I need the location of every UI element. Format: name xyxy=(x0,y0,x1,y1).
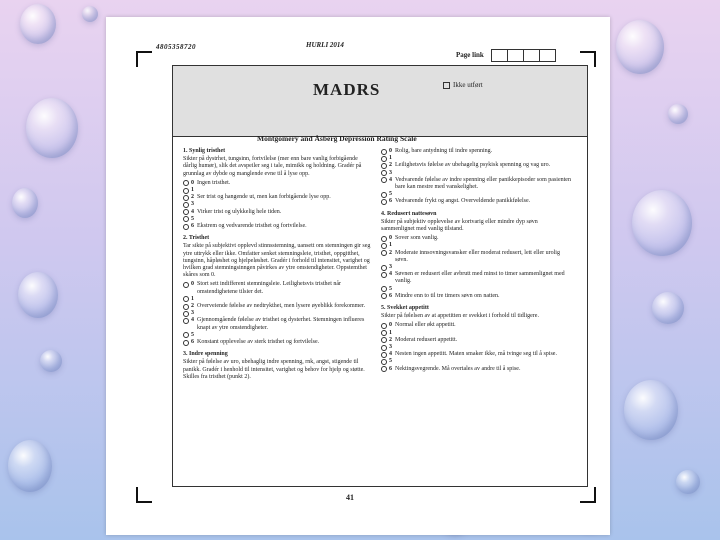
bubble-decoration xyxy=(668,104,688,124)
radio-circle-icon xyxy=(183,304,189,310)
score-number: 4 xyxy=(389,271,392,278)
rating-item xyxy=(381,211,571,300)
score-marker xyxy=(183,223,197,230)
score-option[interactable] xyxy=(183,209,373,216)
score-option[interactable] xyxy=(381,351,571,358)
score-label: Ekstrem og vedvarende tristhet og fortvilelse. xyxy=(197,223,307,230)
score-number: 6 xyxy=(389,365,392,372)
score-option[interactable] xyxy=(381,322,571,329)
score-marker xyxy=(381,351,395,358)
score-marker xyxy=(381,162,395,169)
score-marker xyxy=(183,187,197,194)
score-marker xyxy=(183,310,197,317)
score-option[interactable] xyxy=(183,201,373,208)
score-marker xyxy=(183,303,197,310)
score-label: Moderat redusert appetitt. xyxy=(395,336,458,343)
score-number: 5 xyxy=(191,331,194,338)
score-marker xyxy=(381,177,395,184)
radio-circle-icon xyxy=(183,209,189,215)
radio-circle-icon xyxy=(183,202,189,208)
score-option[interactable] xyxy=(381,250,571,264)
score-number: 1 xyxy=(191,295,194,302)
score-label: Konstant opplevelse av sterk tristhet og fortvilelse. xyxy=(197,339,320,346)
score-marker xyxy=(183,317,197,324)
score-marker xyxy=(381,264,395,271)
right-column xyxy=(381,148,571,378)
score-marker xyxy=(381,358,395,365)
score-option[interactable] xyxy=(183,281,373,295)
score-option[interactable] xyxy=(183,303,373,310)
title-box xyxy=(173,66,587,137)
page-number: 41 xyxy=(346,493,354,502)
score-option[interactable] xyxy=(381,242,571,249)
form-subtitle: Montgomery and Åsberg Depression Rating Scale xyxy=(257,134,417,143)
score-number: 5 xyxy=(389,285,392,292)
score-marker xyxy=(381,293,395,300)
slide xyxy=(106,17,610,535)
bubble-decoration xyxy=(616,20,664,74)
score-marker xyxy=(183,194,197,201)
score-option[interactable] xyxy=(183,180,373,187)
score-number: 4 xyxy=(191,208,194,215)
radio-circle-icon xyxy=(183,195,189,201)
not-done-option xyxy=(443,81,483,89)
bubble-decoration xyxy=(652,292,684,324)
score-option[interactable] xyxy=(381,330,571,337)
score-number: 5 xyxy=(389,358,392,365)
score-label: Nesten ingen appetitt. Maten smaker ikke, må tvinge seg til å spise. xyxy=(395,351,557,358)
rating-item xyxy=(381,305,571,373)
score-label: Gjennomgående følelse av tristhet og dysterhet. Stemningen influeres knapt av ytre omstendigheter. xyxy=(197,317,365,331)
score-label: Normal eller økt appetitt. xyxy=(395,322,456,329)
study-name: HURLI 2014 xyxy=(306,41,344,49)
rating-item xyxy=(183,351,373,381)
form-title: MADRS xyxy=(313,80,381,99)
radio-circle-icon xyxy=(183,216,189,222)
radio-circle-icon xyxy=(381,352,387,358)
score-number: 1 xyxy=(389,329,392,336)
score-label: Leilighetsvis følelse av ubehagelig psykisk spenning og vag uro. xyxy=(395,162,551,169)
score-number: 2 xyxy=(389,249,392,256)
checkbox-icon xyxy=(443,82,450,89)
item-description: Sikter på følelsen av at appetitten er svekket i forhold til tidligere. xyxy=(381,313,539,320)
score-number: 6 xyxy=(191,223,194,230)
score-number: 4 xyxy=(389,351,392,358)
score-marker xyxy=(381,235,395,242)
score-marker xyxy=(381,148,395,155)
score-number: 0 xyxy=(191,179,194,186)
score-label: Vedvarende frykt og angst. Overveldende panikkfølelse. xyxy=(395,198,531,205)
bubble-decoration xyxy=(632,190,692,256)
bubble-decoration xyxy=(12,188,38,218)
radio-circle-icon xyxy=(381,236,387,242)
radio-circle-icon xyxy=(381,163,387,169)
score-option[interactable] xyxy=(381,366,571,373)
score-marker xyxy=(381,330,395,337)
score-label: Moderate innsovningsvansker eller moderat redusert, lett eller urolig søvn. xyxy=(395,249,560,263)
score-marker xyxy=(381,191,395,198)
score-marker xyxy=(183,281,197,288)
bubble-decoration xyxy=(676,470,700,494)
radio-circle-icon xyxy=(183,340,189,346)
score-number: 5 xyxy=(191,215,194,222)
not-done-label: Ikke utført xyxy=(453,81,483,89)
registration-mark xyxy=(136,51,152,67)
score-option[interactable] xyxy=(183,194,373,201)
page-link-label: Page link xyxy=(456,51,484,59)
score-number: 3 xyxy=(389,264,392,271)
bubble-decoration xyxy=(8,440,52,492)
radio-circle-icon xyxy=(381,323,387,329)
score-label: Overveiende følelse av nedtrykthet, men lysere øyeblikk forekommer. xyxy=(197,303,366,310)
form-id-number: 4805358720 xyxy=(156,43,196,51)
radio-circle-icon xyxy=(183,188,189,194)
score-number: 6 xyxy=(389,198,392,205)
score-option[interactable] xyxy=(381,337,571,344)
score-option[interactable] xyxy=(183,339,373,346)
score-marker xyxy=(381,366,395,373)
radio-circle-icon xyxy=(381,265,387,271)
score-marker xyxy=(381,155,395,162)
radio-circle-icon xyxy=(183,318,189,324)
score-number: 1 xyxy=(389,155,392,162)
radio-circle-icon xyxy=(183,180,189,186)
rating-item xyxy=(183,235,373,346)
item-title: 3. Indre spenning xyxy=(183,351,228,358)
score-marker xyxy=(381,322,395,329)
score-number: 6 xyxy=(191,339,194,346)
item-description: Tar sikte på subjektivt opplevd stinnsstemning, uansett om stemningen gir seg ytre uttrykk eller ikke. Omfatter senket stemningsleie, tristhet, oppgitthet, tungsinn, håpløshet og hjelpeløshet. Gradér i forhold til intensitet, varighet og hvilken grad stemningsinngen påvirkes av ytre omstendigheter. Oppstemthet skåres som 0. xyxy=(183,243,371,279)
score-number: 3 xyxy=(191,310,194,317)
score-number: 4 xyxy=(389,176,392,183)
score-number: 2 xyxy=(389,162,392,169)
item-title: 4. Redusert nattesøvn xyxy=(381,210,437,217)
score-label: Mindre enn to til tre timers søvn om natten. xyxy=(395,292,500,299)
score-label: Rolig, bare antydning til indre spenning. xyxy=(395,148,493,154)
radio-circle-icon xyxy=(381,293,387,299)
item-description: Sikter på dystrhet, tungsinn, fortvilelse (mer enn bare vanlig forbigående dårlig humør), slik det avspeiler seg i tale, mimikk og holdning. Gradér på grunnlag av dybde og manglende evne til å lyse opp. xyxy=(183,156,362,177)
score-option[interactable] xyxy=(381,271,571,285)
score-number: 5 xyxy=(389,191,392,198)
score-number: 0 xyxy=(191,281,194,288)
radio-circle-icon xyxy=(381,359,387,365)
score-marker xyxy=(183,201,197,208)
radio-circle-icon xyxy=(381,272,387,278)
score-number: 3 xyxy=(191,201,194,208)
score-marker xyxy=(381,170,395,177)
radio-circle-icon xyxy=(381,149,387,155)
registration-mark xyxy=(136,487,152,503)
score-option[interactable] xyxy=(381,264,571,271)
score-number: 3 xyxy=(389,169,392,176)
radio-circle-icon xyxy=(381,192,387,198)
radio-circle-icon xyxy=(183,332,189,338)
radio-circle-icon xyxy=(381,330,387,336)
score-option[interactable] xyxy=(381,170,571,177)
score-number: 4 xyxy=(191,317,194,324)
item-description: Sikter på følelse av uro, ubehaglig indre spenning, rnk, angst, stigende til panikk. Gradér i henhold til intensitet, varighet og behov for hjelp og støtte. Skilles fra tristhet (punkt 2). xyxy=(183,359,365,380)
score-label: Stort sett indifferent stemningsleie. Leilighetsvis tristhet når omstendighetene tilsier det. xyxy=(197,281,342,295)
score-marker xyxy=(381,271,395,278)
score-marker xyxy=(183,216,197,223)
score-option[interactable] xyxy=(183,216,373,223)
score-option[interactable] xyxy=(381,286,571,293)
score-number: 1 xyxy=(389,242,392,249)
score-number: 1 xyxy=(191,187,194,194)
radio-circle-icon xyxy=(381,337,387,343)
radio-circle-icon xyxy=(381,345,387,351)
score-label: Ser trist og hangende ut, men kan forbigående lyse opp. xyxy=(197,194,331,201)
score-number: 6 xyxy=(389,292,392,299)
page-link-box xyxy=(523,49,540,62)
left-column xyxy=(183,148,373,386)
score-option[interactable] xyxy=(183,296,373,303)
score-option[interactable] xyxy=(381,177,571,191)
bubble-decoration xyxy=(26,98,78,158)
bubble-decoration xyxy=(82,6,98,22)
score-marker xyxy=(381,198,395,205)
radio-circle-icon xyxy=(381,250,387,256)
score-option[interactable] xyxy=(183,317,373,331)
item-title: 2. Tristhet xyxy=(183,235,210,242)
score-option[interactable] xyxy=(381,358,571,365)
registration-mark xyxy=(580,487,596,503)
score-option[interactable] xyxy=(381,198,571,205)
score-option[interactable] xyxy=(381,162,571,169)
score-option[interactable] xyxy=(183,223,373,230)
item-description: Sikter på subjektiv opplevelse av kortvarig eller mindre dyp søvn sammenlignet med vanlig tilstand. xyxy=(381,218,538,233)
score-label: Nektingsvegrende. Må overtales av andre til å spise. xyxy=(395,365,521,372)
page-link-boxes xyxy=(492,49,556,62)
radio-circle-icon xyxy=(381,177,387,183)
score-marker xyxy=(183,180,197,187)
radio-circle-icon xyxy=(183,311,189,317)
bubble-decoration xyxy=(40,350,62,372)
radio-circle-icon xyxy=(183,224,189,230)
score-option[interactable] xyxy=(381,235,571,242)
score-label: Ingen tristhet. xyxy=(197,179,231,186)
score-option[interactable] xyxy=(183,332,373,339)
score-marker xyxy=(381,337,395,344)
bubble-decoration xyxy=(18,272,58,318)
score-label: Virker trist og ulykkelig hele tiden. xyxy=(197,208,282,215)
item-title: 1. Synlig tristhet xyxy=(183,148,226,154)
score-label: Vedvarende følelse av indre spenning eller panikkepisoder som pasienten bare kan mestre med vanskelighet. xyxy=(395,176,571,191)
score-option[interactable] xyxy=(381,293,571,300)
radio-circle-icon xyxy=(381,243,387,249)
radio-circle-icon xyxy=(381,170,387,176)
page-link-box xyxy=(539,49,556,62)
score-marker xyxy=(183,339,197,346)
score-number: 3 xyxy=(389,344,392,351)
score-label: Sover som vanlig. xyxy=(395,235,439,242)
rating-item xyxy=(183,148,373,230)
bubble-decoration xyxy=(20,4,56,44)
page-link-box xyxy=(491,49,508,62)
radio-circle-icon xyxy=(381,286,387,292)
radio-circle-icon xyxy=(381,156,387,162)
radio-circle-icon xyxy=(381,366,387,372)
score-marker xyxy=(183,209,197,216)
page-link-box xyxy=(507,49,524,62)
score-number: 0 xyxy=(389,322,392,329)
radio-circle-icon xyxy=(183,282,189,288)
score-marker xyxy=(381,250,395,257)
score-number: 0 xyxy=(389,148,392,154)
score-number: 2 xyxy=(191,194,194,201)
score-marker xyxy=(381,242,395,249)
score-number: 2 xyxy=(191,303,194,310)
scanned-form-page xyxy=(136,27,576,503)
score-option[interactable] xyxy=(381,148,571,155)
bubble-decoration xyxy=(624,380,678,440)
madrs-form xyxy=(172,65,588,487)
radio-circle-icon xyxy=(183,296,189,302)
rating-item xyxy=(381,148,571,206)
score-number: 2 xyxy=(389,336,392,343)
item-title: 5. Svekket appetitt xyxy=(381,305,429,312)
score-label: Søvnen er redusert eller avbrutt med minst to timer sammenlignet med vanlig. xyxy=(395,271,565,285)
score-marker xyxy=(381,286,395,293)
score-marker xyxy=(183,296,197,303)
score-number: 0 xyxy=(389,235,392,242)
radio-circle-icon xyxy=(381,199,387,205)
score-marker xyxy=(183,332,197,339)
score-marker xyxy=(381,344,395,351)
